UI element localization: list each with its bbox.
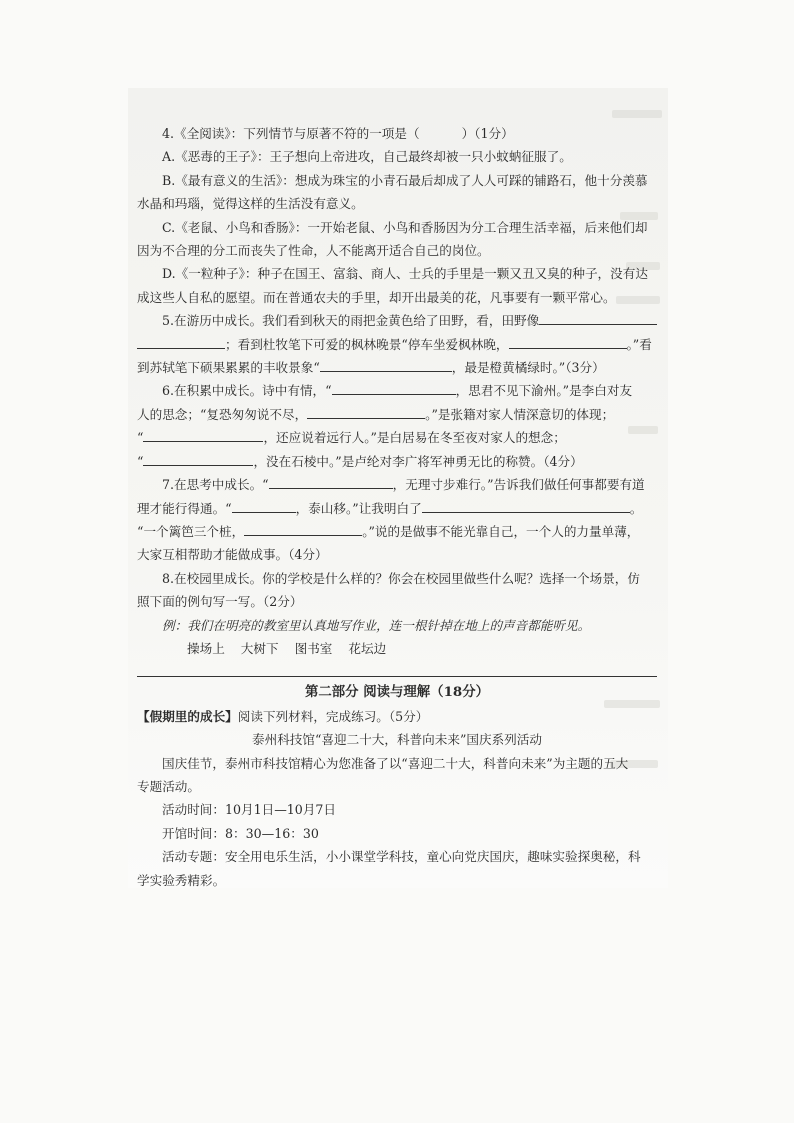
opening-hours: 开馆时间：8：30—16：30 — [162, 825, 319, 841]
bleed-mark — [612, 110, 662, 118]
q6-line-3: “ ，还应说着远行人。”是白居易在冬至夜对家人的想念； — [137, 426, 657, 449]
question-8: 8.在校园里成长。你的学校是什么样的？你会在校园里做些什么呢？选择一个场景，仿 — [162, 570, 640, 586]
part-2-intro: 【假期里的成长】阅读下列材料，完成练习。（5分） — [137, 708, 429, 724]
fill-blank[interactable] — [244, 521, 362, 536]
q4-stem: 4.《全阅读》：下列情节与原著不符的一项是（ — [162, 126, 420, 141]
q4-option-c: C.《老鼠、小鸟和香肠》：一开始老鼠、小鸟和香肠因为分工合理生活幸福，后来他们却 — [162, 219, 648, 235]
document-body — [137, 122, 657, 892]
q4-option-d-cont: 成这些人自私的愿望。而在普通农夫的手里，却开出最美的花，凡事要有一颗平常心。 — [137, 289, 616, 305]
fill-blank[interactable] — [232, 498, 296, 513]
activity-time: 活动时间：10月1日—10月7日 — [162, 802, 337, 818]
place-option: 操场上 — [187, 640, 225, 656]
answer-line-space — [137, 660, 657, 670]
q6-line-4: “ ，没在石棱中。”是卢纶对李广将军神勇无比的称赞。（4分） — [137, 450, 657, 473]
question-7: 7.在思考中成长。“ ，无理寸步难行。”告诉我们做任何事都要有道 — [137, 473, 657, 496]
article-para-1: 国庆佳节，泰州市科技馆精心为您准备了以“喜迎二十大，科普向未来”为主题的五大 — [162, 755, 629, 771]
fill-blank[interactable] — [143, 451, 253, 466]
q4-option-a: A.《恶毒的王子》：王子想向上帝进攻，自己最终却被一只小蚊蚋征服了。 — [162, 149, 572, 165]
q4-option-b-cont: 水晶和玛瑙，觉得这样的生活没有意义。 — [137, 196, 364, 212]
q8-example: 例：我们在明亮的教室里认真地写作业，连一根针掉在地上的声音都能听见。 — [162, 617, 591, 633]
question-6: 6.在积累中成长。诗中有情，“ ，思君不见下渝州。”是李白对友 — [137, 379, 657, 402]
q8-places — [137, 637, 657, 660]
q5-line-3: 到苏轼笔下硕果累累的丰收景象“ ，最是橙黄橘绿时。”（3分） — [137, 356, 657, 379]
fill-blank[interactable] — [269, 474, 393, 489]
question-5: 5.在游历中成长。我们看到秋天的雨把金黄色给了田野，看，田野像 — [137, 309, 657, 332]
q8-line-2: 照下面的例句写一写。（2分） — [137, 594, 303, 610]
activity-topics: 活动专题：安全用电乐生活，小小课堂学科技，童心向党庆国庆，趣味实验探奥秘，科 — [162, 849, 641, 865]
q4-option-b: B.《最有意义的生活》：想成为珠宝的小青石最后却成了人人可踩的铺路石，他十分羡慕 — [162, 172, 648, 188]
article-title: 泰州科技馆“喜迎二十大，科普向未来”国庆系列活动 — [252, 732, 542, 748]
q7-line-3: “一个篱笆三个桩， 。”说的是做事不能光靠自己，一个人的力量单薄， — [137, 520, 657, 543]
fill-blank[interactable] — [320, 357, 452, 372]
q7-line-4: 大家互相帮助才能做成事。（4分） — [137, 547, 328, 563]
part-2-title: 第二部分 阅读与理解（18分） — [305, 684, 489, 701]
fill-blank[interactable] — [137, 334, 225, 349]
q6-line-2: 人的思念；“复恐匆匆说不尽， 。”是张籍对家人情深意切的体现； — [137, 403, 657, 426]
place-option: 大树下 — [240, 640, 279, 656]
fill-blank[interactable] — [539, 310, 657, 325]
q7-line-2: 理才能行得通。“ ，泰山移。”让我明白了 。 — [137, 497, 657, 520]
question-4: 4.《全阅读》：下列情节与原著不符的一项是（ ）（1分） — [162, 126, 514, 141]
activity-topics-cont: 学实验秀精彩。 — [137, 872, 226, 888]
fill-blank[interactable] — [422, 498, 630, 513]
place-option: 花坛边 — [348, 640, 387, 656]
fill-blank[interactable] — [307, 404, 425, 419]
fill-blank[interactable] — [332, 380, 456, 395]
article-para-1-cont: 专题活动。 — [137, 778, 200, 794]
q4-option-c-cont: 因为不合理的分工而丧失了性命，人不能离开适合自己的岗位。 — [137, 243, 490, 259]
place-option: 图书室 — [294, 640, 333, 656]
fill-blank[interactable] — [509, 334, 627, 349]
fill-blank[interactable] — [143, 427, 263, 442]
q4-option-d: D.《一粒种子》：种子在国王、富翁、商人、士兵的手里是一颗又丑又臭的种子，没有达 — [162, 266, 648, 282]
q5-line-2: ；看到杜牧笔下可爱的枫林晚景“停车坐爱枫林晚， 。”看 — [137, 333, 657, 356]
answer-line[interactable] — [137, 676, 657, 677]
